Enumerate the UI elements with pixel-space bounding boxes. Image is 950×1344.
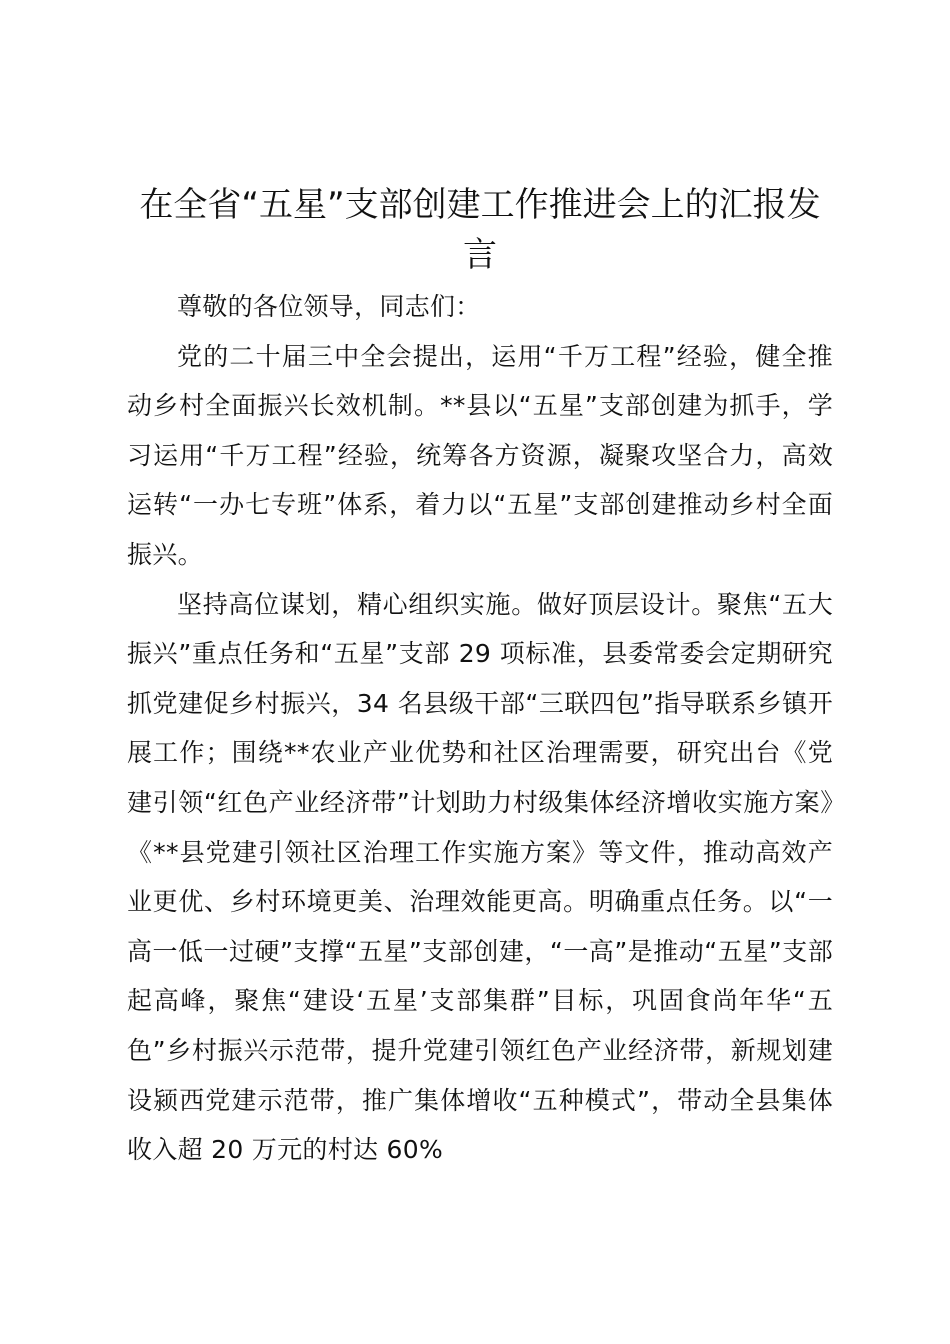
planning-paragraph: 坚持高位谋划，精心组织实施。做好顶层设计。聚焦“五大振兴”重点任务和“五星”支部 29 项标准，县委常委会定期研究抓党建促乡村振兴，34 名县级干部“三联四包”指导联系乡镇开展工作；围绕**农业产业优势和社区治理需要，研究出台《党建引领“红色产业经济带”计划助力村级集体经济增收实施方案》《**县党建引领社区治理工作实施方案》等文件，推动高效产业更优、乡村环境更美、治理效能更高。明确重点任务。以“一高一低一过硬”支撑“五星”支部创建，“一高”是推动“五星”支部起高峰，聚焦“建设‘五星’支部集群”目标，巩固食尚年华“五色”乡村振兴示范带，提升党建引领红色产业经济带，新规划建设颍西党建示范带，推广集体增收“五种模式”，带动全县集体收入超 20 万元的村达 60% [127, 589, 833, 1165]
document-title: 在全省“五星”支部创建工作推进会上的汇报发言 [139, 185, 821, 275]
document-page [127, 180, 833, 1175]
salutation-paragraph: 尊敬的各位领导，同志们： [177, 292, 481, 321]
intro-paragraph: 党的二十届三中全会提出，运用“千万工程”经验，健全推动乡村全面振兴长效机制。**县以“五星”支部创建为抓手，学习运用“千万工程”经验，统筹各方资源，凝聚攻坚合力，高效运转“一办七专班”体系，着力以“五星”支部创建推动乡村全面振兴。 [127, 341, 833, 569]
document-body [127, 282, 833, 1175]
